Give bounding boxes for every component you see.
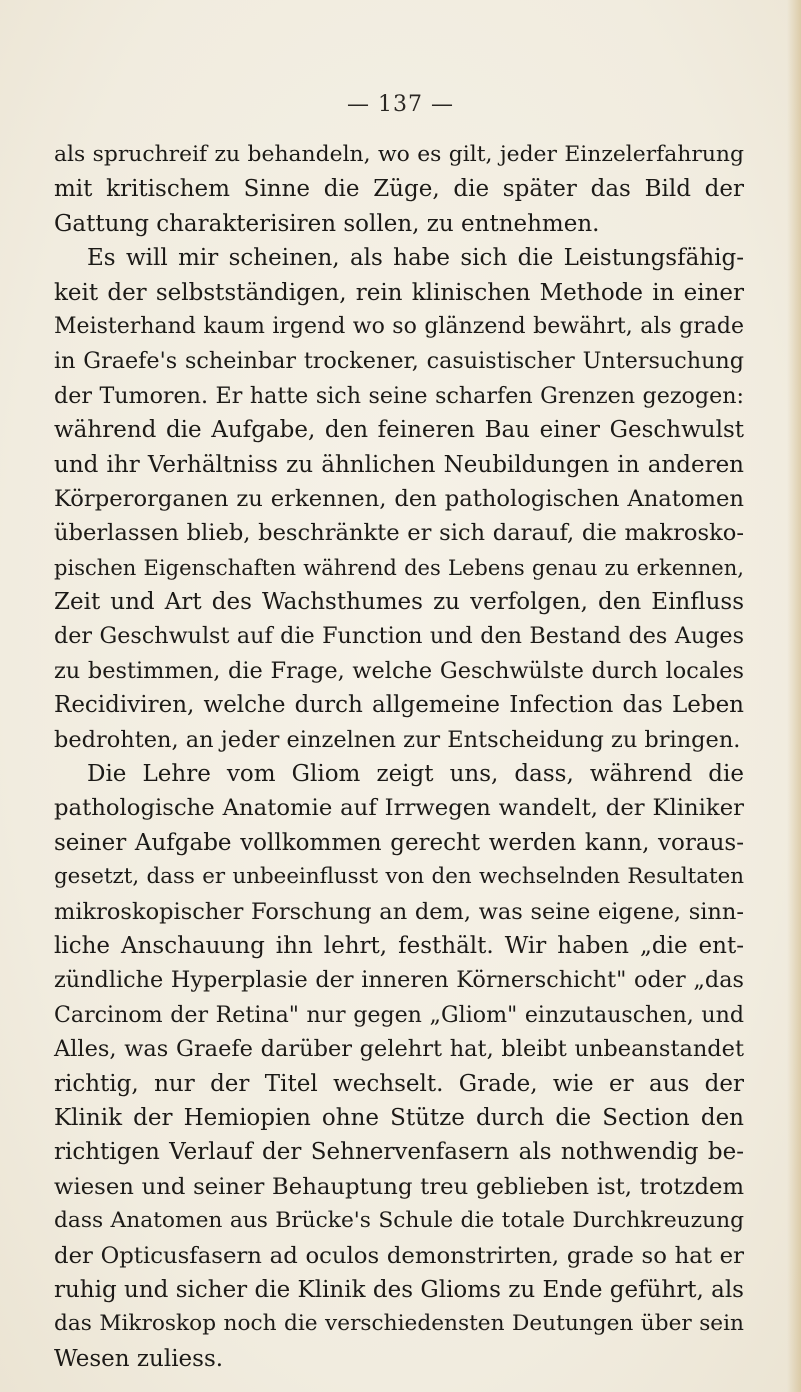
text-line: pischen Eigenschaften während des Lebens genau zu erkennen, — [54, 554, 744, 580]
text-line: mit kritischem Sinne die Züge, die später das Bild der — [54, 176, 744, 203]
text-line: in Graefe's scheinbar trockener, casuistischer Untersuchung — [54, 348, 744, 375]
text-line: als spruchreif zu behandeln, wo es gilt, jeder Einzelerfahrung — [54, 142, 744, 167]
text-line: zündliche Hyperplasie der inneren Körnerschicht" oder „das — [54, 967, 744, 994]
text-line: überlassen blieb, beschränkte er sich darauf, die makrosko- — [54, 520, 744, 547]
text-line: das Mikroskop noch die verschiedensten Deutungen über sein — [54, 1311, 744, 1337]
text-line: Die Lehre vom Gliom zeigt uns, dass, während die — [87, 761, 744, 788]
text-line: zu bestimmen, die Frage, welche Geschwülste durch locales — [54, 657, 744, 684]
text-line: dass Anatomen aus Brücke's Schule die totale Durchkreuzung — [54, 1208, 744, 1234]
text-line: Es will mir scheinen, als habe sich die Leistungsfähig- — [87, 245, 744, 272]
page-edge-shadow — [787, 0, 801, 1392]
text-line: richtigen Verlauf der Sehnervenfasern als nothwendig be- — [54, 1139, 744, 1166]
text-line: pathologische Anatomie auf Irrwegen wandelt, der Kliniker — [54, 795, 744, 822]
text-line: Zeit und Art des Wachsthumes zu verfolgen, den Einfluss — [54, 589, 744, 616]
text-line: ruhig und sicher die Klinik des Glioms zu Ende geführt, als — [54, 1276, 744, 1303]
text-line: Wesen zuliess. — [54, 1345, 224, 1372]
text-line: der Opticusfasern ad oculos demonstrirten, grade so hat er — [54, 1242, 744, 1269]
text-line: Gattung charakterisiren sollen, zu entnehmen. — [54, 210, 600, 237]
text-line: keit der selbstständigen, rein klinischen Methode in einer — [54, 279, 744, 306]
text-line: bedrohten, an jeder einzelnen zur Entscheidung zu bringen. — [54, 726, 741, 753]
text-line: Klinik der Hemiopien ohne Stütze durch die Section den — [54, 1104, 744, 1131]
body-text — [54, 138, 744, 1376]
text-line: Carcinom der Retina" nur gegen „Gliom" einzutauschen, und — [54, 1001, 744, 1028]
text-line: wiesen und seiner Behauptung treu geblieben ist, trotzdem — [54, 1173, 744, 1200]
text-line: während die Aufgabe, den feineren Bau einer Geschwulst — [54, 417, 744, 444]
text-line: seiner Aufgabe vollkommen gerecht werden kann, voraus- — [54, 829, 744, 856]
text-line: Alles, was Graefe darüber gelehrt hat, bleibt unbeanstandet — [54, 1036, 744, 1063]
text-line: liche Anschauung ihn lehrt, festhält. Wir haben „die ent- — [54, 932, 744, 959]
text-line: Recidiviren, welche durch allgemeine Infection das Leben — [54, 692, 744, 719]
text-line: Meisterhand kaum irgend wo so glänzend bewährt, als grade — [54, 313, 744, 339]
text-line: der Tumoren. Er hatte sich seine scharfen Grenzen gezogen: — [54, 382, 744, 409]
text-line: gesetzt, dass er unbeeinflusst von den wechselnden Resultaten — [54, 864, 744, 890]
text-line: richtig, nur der Titel wechselt. Grade, wie er aus der — [54, 1070, 744, 1097]
text-line: der Geschwulst auf die Function und den Bestand des Auges — [54, 623, 744, 650]
text-line: mikroskopischer Forschung an dem, was seine eigene, sinn- — [54, 898, 744, 925]
text-line: Körperorganen zu erkennen, den pathologischen Anatomen — [54, 485, 744, 512]
page-number: — 137 — — [347, 92, 454, 117]
text-line: und ihr Verhältniss zu ähnlichen Neubildungen in anderen — [54, 451, 744, 478]
